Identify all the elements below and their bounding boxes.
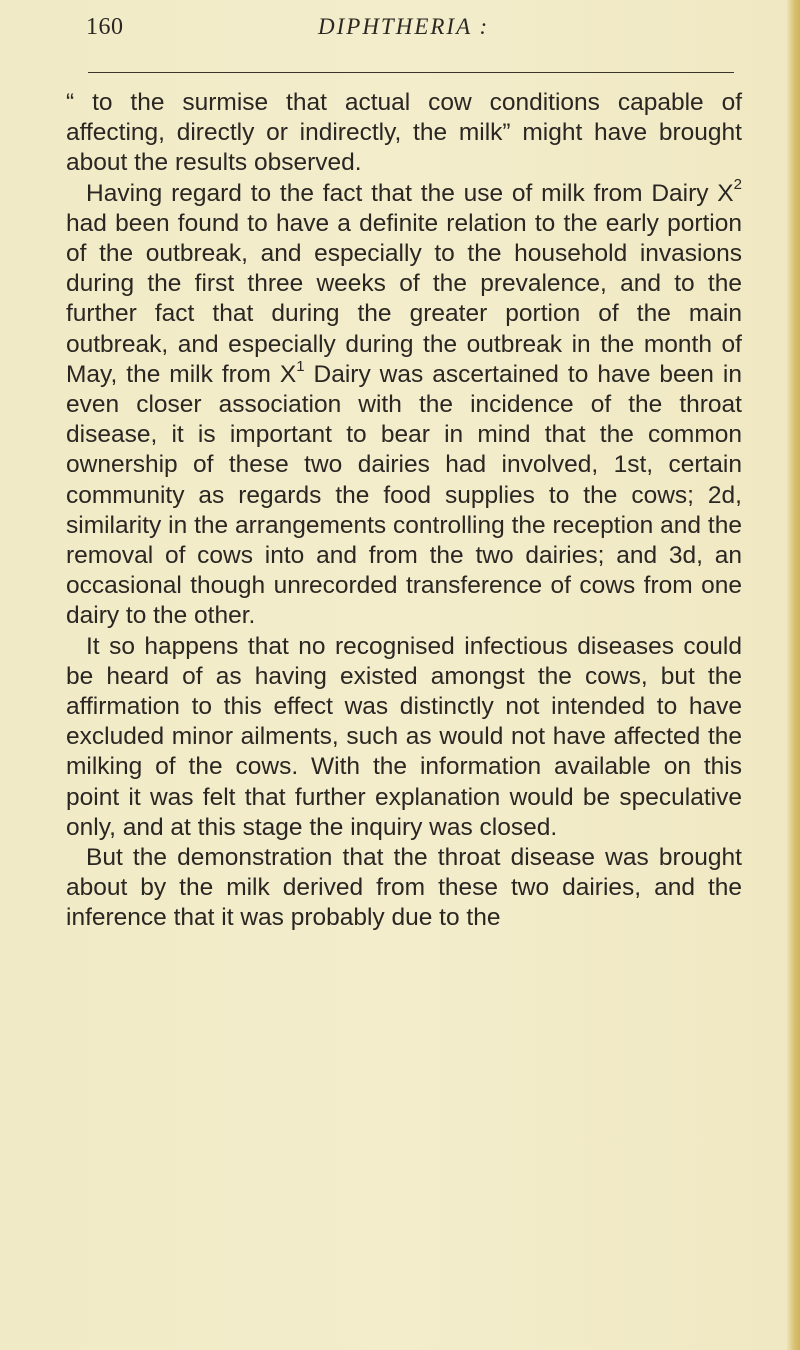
- body-text: [66, 88, 742, 934]
- superscript: 1: [296, 357, 305, 375]
- header-rule: [88, 72, 734, 73]
- text-run: had been found to have a definite relation to the early portion of the outbreak, and especially to the household invasions during the first three weeks of the prevalence, and to the further fact that during the greater portion of the main outbreak, and especially during the outbreak in the month of May, the milk from X: [66, 209, 742, 388]
- running-title: DIPHTHERIA :: [318, 14, 490, 39]
- paragraph: [66, 88, 742, 179]
- paragraph: [66, 632, 742, 843]
- text-run: Dairy was ascertained to have been in even closer association with the incidence of the throat disease, it is important to bear in mind that the common ownership of these two dairies had involved, 1st, certain community as regards the food supplies to the cows; 2d, similarity in the arrangements controlling the reception and the removal of cows into and from the two dairies; and 3d, an occasional though unrecorded transference of cows from one dairy to the other.: [66, 360, 742, 630]
- text-run: Having regard to the fact that the use of milk from Dairy X: [86, 179, 734, 207]
- text-run: It so happens that no recognised infectious diseases could be heard of as having existed amongst the cows, but the affirmation to this effect was distinctly not intended to have excluded minor ailments, such as would not have affected the milking of the cows. With the information available on this point it was felt that further explanation would be speculative only, and at this stage the inquiry was closed.: [66, 632, 742, 841]
- paragraph: [66, 843, 742, 934]
- superscript: 2: [733, 176, 742, 194]
- text-run: “ to the surmise that actual cow conditions capable of affecting, directly or indirectly, the milk” might have brought about the results observed.: [66, 89, 742, 177]
- page-header: [86, 14, 736, 50]
- page-number: 160: [86, 14, 124, 40]
- paragraph: [66, 176, 742, 632]
- page-edge: [786, 0, 800, 1350]
- text-run: But the demonstration that the throat disease was brought about by the milk derived from these two dairies, and the inference that it was probably due to the: [66, 844, 742, 932]
